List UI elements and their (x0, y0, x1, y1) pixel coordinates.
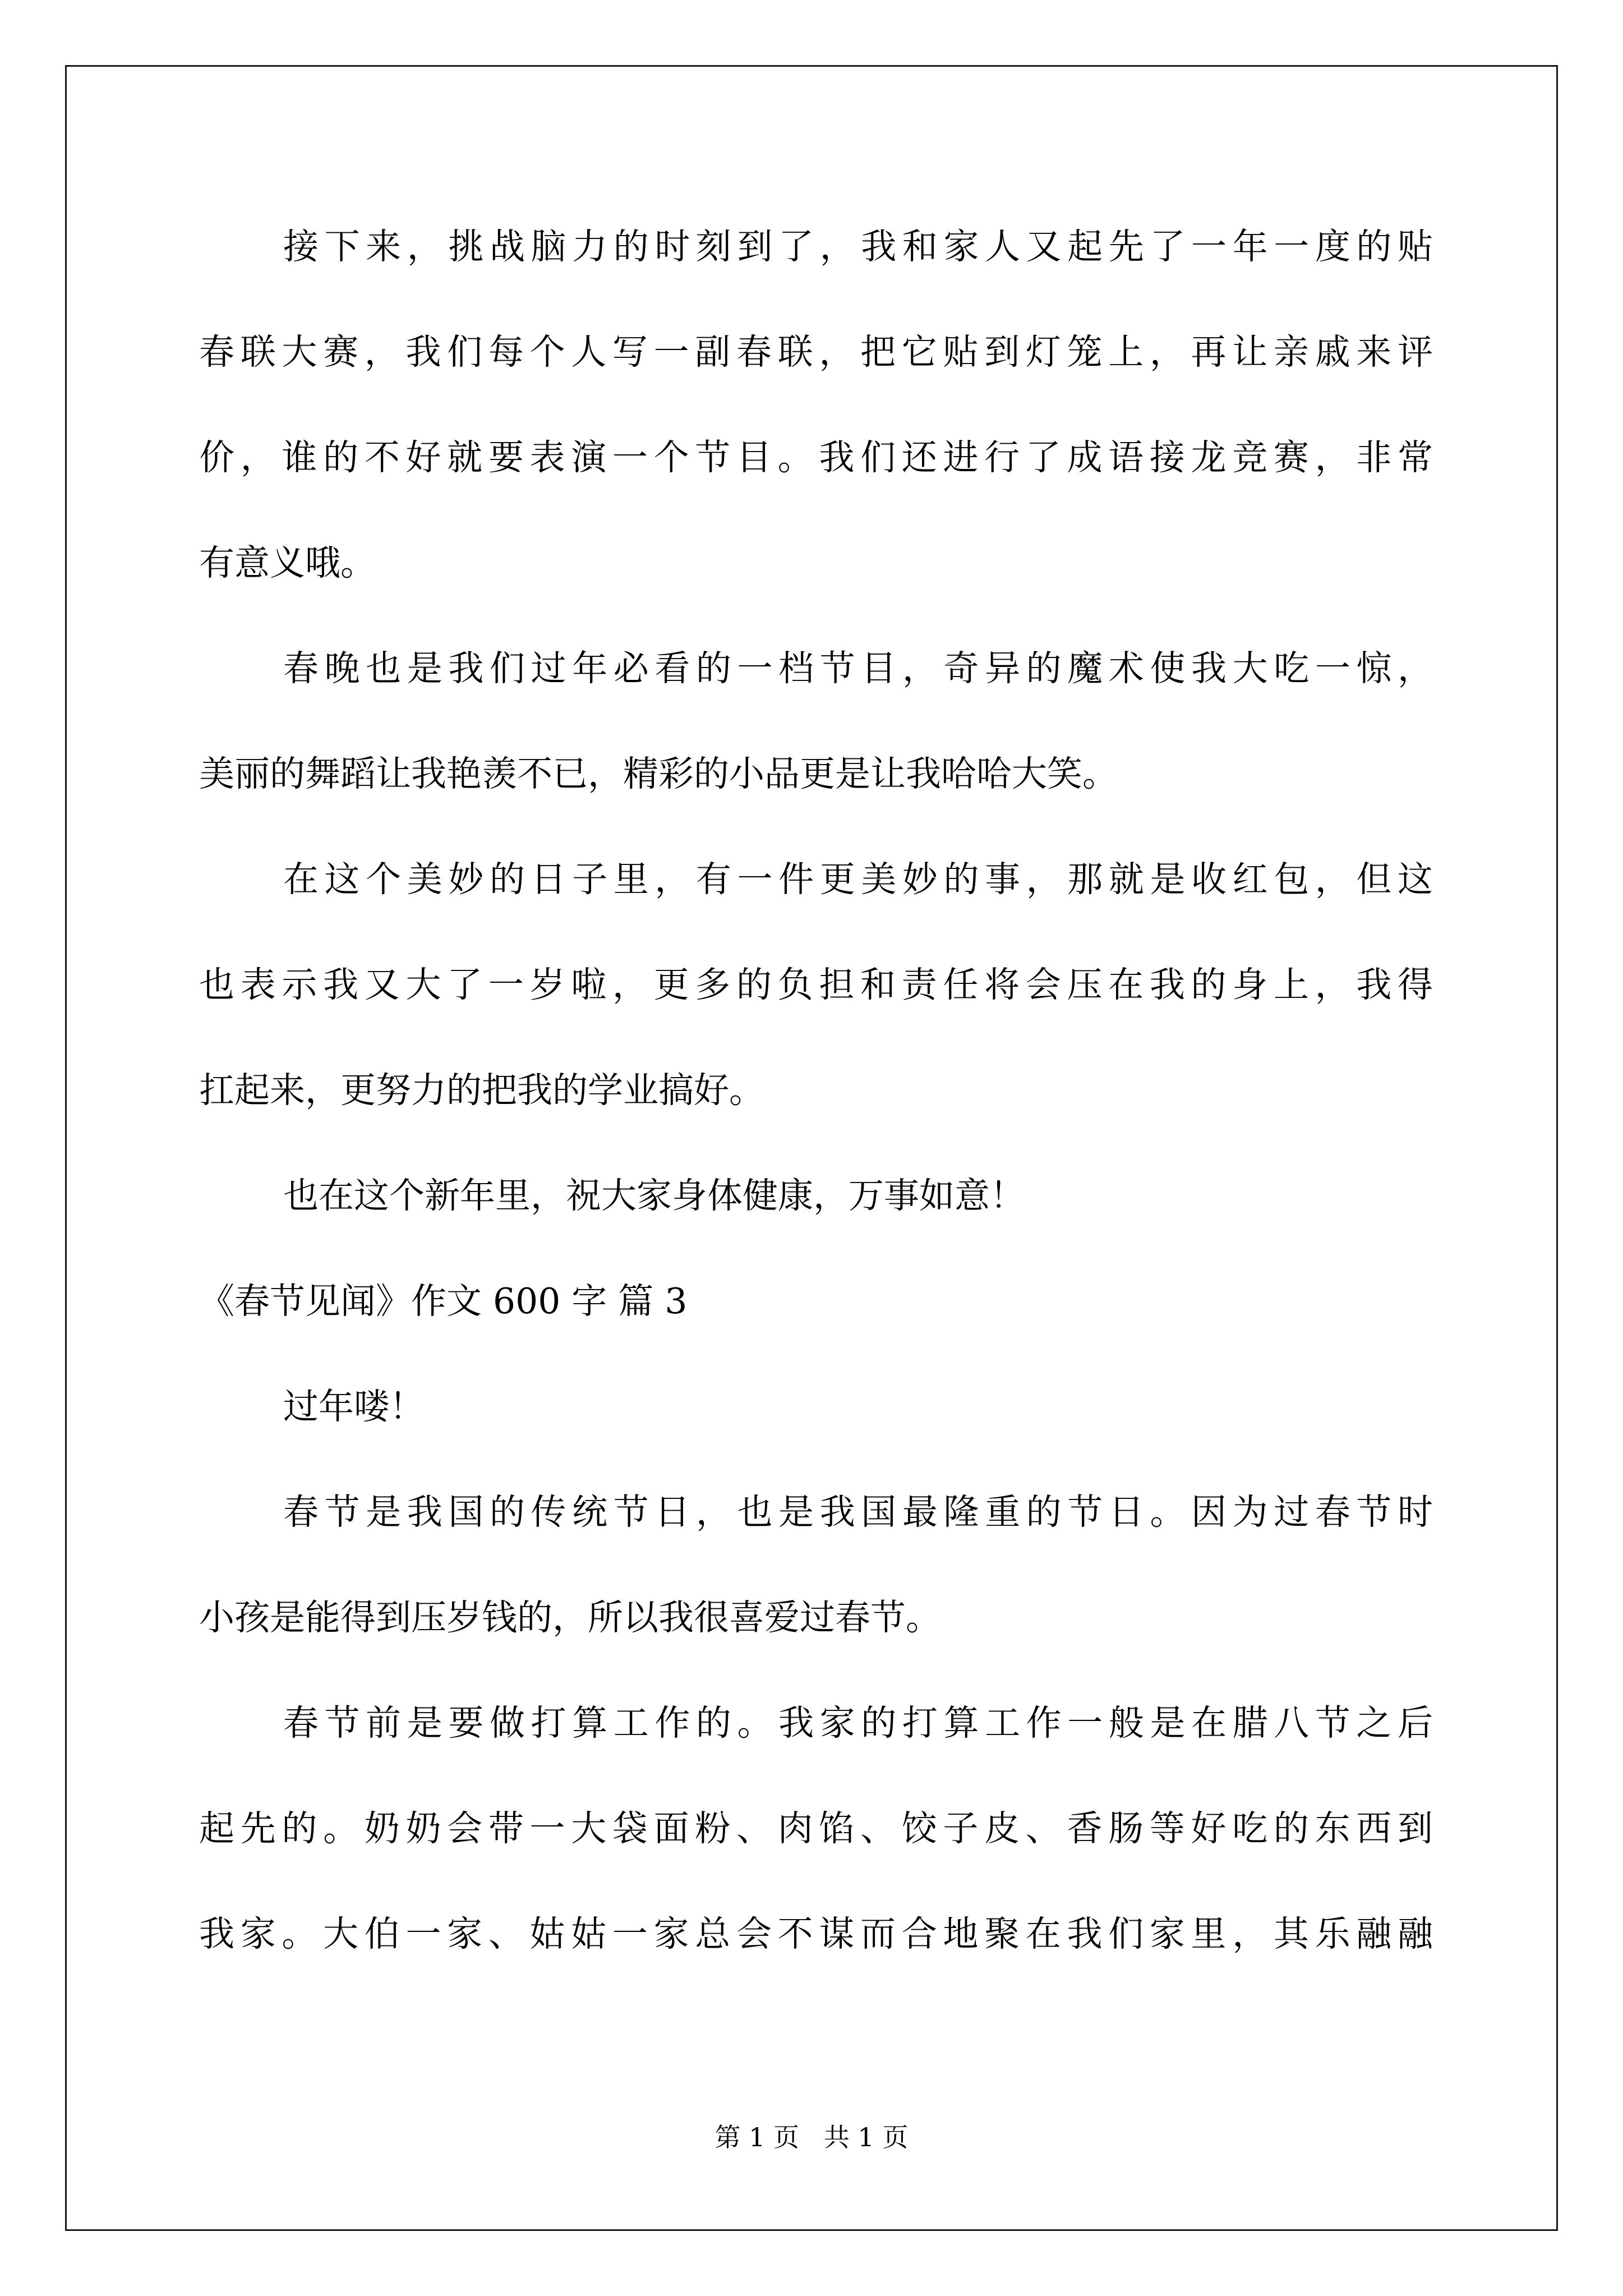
paragraph-line: 价，谁的不好就要表演一个节目。我们还进行了成语接龙竞赛，非常 (199, 437, 1433, 478)
paragraph-line: 接下来，挑战脑力的时刻到了，我和家人又起先了一年一度的贴 (283, 226, 1433, 267)
page-footer: 第 1 页 共 1 页 (714, 2122, 909, 2152)
paragraph-line: 美丽的舞蹈让我艳羡不已，精彩的小品更是让我哈哈大笑。 (199, 753, 1118, 794)
paragraph-line: 春晚也是我们过年必看的一档节目，奇异的魔术使我大吃一惊， (283, 648, 1433, 689)
section-heading: 《春节见闻》作文 600 字 篇 3 (199, 1281, 688, 1322)
paragraph-line: 春联大赛，我们每个人写一副春联，把它贴到灯笼上，再让亲戚来评 (199, 332, 1433, 372)
paragraph-line: 小孩是能得到压岁钱的，所以我很喜爱过春节。 (199, 1597, 941, 1638)
paragraph-line: 有意义哦。 (199, 542, 376, 583)
paragraph-line: 春节前是要做打算工作的。我家的打算工作一般是在腊八节之后 (283, 1703, 1433, 1743)
paragraph-line: 起先的。奶奶会带一大袋面粉、肉馅、饺子皮、香肠等好吃的东西到 (199, 1808, 1433, 1849)
paragraph-line: 也在这个新年里，祝大家身体健康，万事如意！ (283, 1175, 1025, 1216)
paragraph-line: 过年喽！ (283, 1386, 425, 1427)
paragraph-line: 在这个美妙的日子里，有一件更美妙的事，那就是收红包，但这 (283, 859, 1433, 900)
paragraph-line: 我家。大伯一家、姑姑一家总会不谋而合地聚在我们家里，其乐融融 (199, 1913, 1433, 1954)
paragraph-line: 也表示我又大了一岁啦，更多的负担和责任将会压在我的身上，我得 (199, 964, 1433, 1005)
paragraph-line: 春节是我国的传统节日，也是我国最隆重的节日。因为过春节时 (283, 1492, 1433, 1533)
paragraph-line: 扛起来，更努力的把我的学业搞好。 (199, 1070, 764, 1111)
